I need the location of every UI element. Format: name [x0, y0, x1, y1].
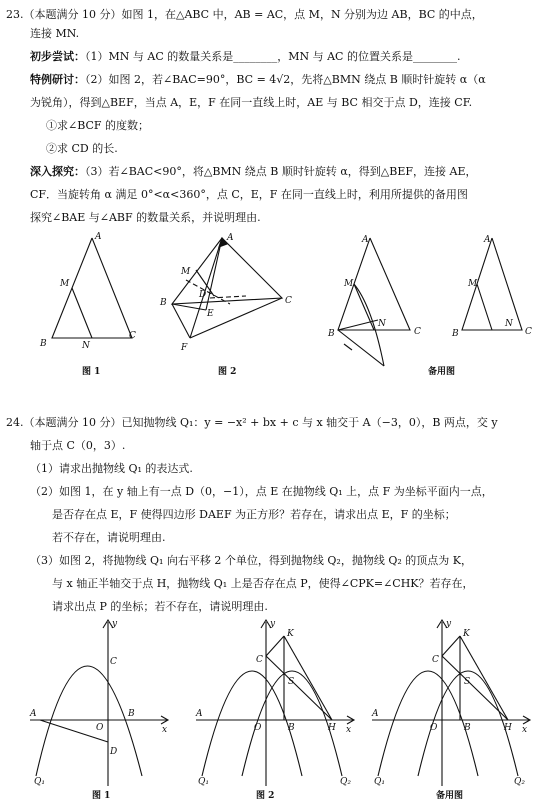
q24-g2-label-K: K: [287, 629, 294, 639]
q24-g3-label-H: H: [504, 723, 512, 733]
q23-fig4-caption: 备用图: [428, 367, 456, 377]
q24-line-8: 与 x 轴正半轴交于点 H，抛物线 Q₁ 上是否存在点 P，使得∠CPK=∠CHK？若存在，: [52, 577, 474, 590]
q23-fig1-label-N: N: [82, 341, 90, 351]
q23-fig2-label-E: E: [207, 309, 214, 319]
q24-g1-label-A: A: [30, 709, 37, 719]
q23-fig4-label-B: B: [452, 329, 459, 339]
q23-fig1-label-M: M: [60, 279, 70, 289]
q24-g1-label-x: x: [162, 725, 168, 735]
q23-fig4-label-A: A: [484, 235, 491, 245]
q24-graph1: [30, 620, 168, 786]
q24-g1-label-D: D: [110, 747, 118, 757]
q23-fig4-label-M: M: [468, 279, 478, 289]
q23-fig1-label-C: C: [129, 331, 136, 341]
q24-graph3: [372, 620, 530, 786]
q24-line-3: （1）请求出抛物线 Q₁ 的表达式.: [30, 462, 193, 475]
q24-g2-caption: 图 2: [256, 791, 275, 801]
q24-g2-label-Q2: Q₂: [340, 777, 351, 787]
q24-g2-label-C: C: [256, 655, 263, 665]
q23-fig1-caption: 图 1: [82, 367, 101, 377]
q24-line-4: （2）如图 1，在 y 轴上有一点 D（0，−1），点 E 在抛物线 Q₁ 上，点 F 为坐标平面内一点，: [30, 485, 493, 498]
q24-g2-label-S: S: [288, 677, 295, 687]
q24-g1-label-B: B: [128, 709, 135, 719]
q24-line-5: 是否存在点 E，F 使得四边形 DAEF 为正方形？若存在，请求出点 E，F 的坐标；: [52, 508, 456, 521]
q23-fig1-label-A: A: [95, 232, 102, 242]
q24-line-2: 轴于点 C（0，3）.: [30, 439, 126, 452]
q23-heading-special: 特例研讨：: [30, 73, 85, 86]
q23-fig2-drawing: [172, 238, 282, 338]
q23-line-3: [30, 50, 460, 64]
q24-g3-label-C: C: [432, 655, 439, 665]
q24-line-1: 24.（本题满分 10 分）已知抛物线 Q₁：y = −x² + bx + c 与 x 轴交于 A（−3，0），B 两点，交 y: [6, 416, 498, 429]
q23-fig2-label-A: A: [227, 233, 234, 243]
q24-g3-label-y: y: [446, 619, 452, 629]
q24-g3-label-A: A: [372, 709, 379, 719]
q23-fig3-label-A: A: [362, 235, 369, 245]
q23-line-9: CF．当旋转角 α 满足 0°<α<360°，点 C，E，F 在同一直线上时，利用所提供的备用图: [30, 188, 468, 201]
q23-fig2-label-C: C: [285, 296, 292, 306]
q23-fig2-label-F: F: [181, 343, 188, 353]
q24-g3-label-S: S: [464, 677, 471, 687]
q23-fig3-label-B: B: [328, 329, 335, 339]
q24-g3-label-O: O: [430, 723, 438, 733]
q23-fig3-label-M: M: [344, 279, 354, 289]
q24-g2-label-y: y: [270, 619, 276, 629]
q23-fig3-label-C: C: [414, 327, 421, 337]
q23-heading-deep: 深入探究：: [30, 165, 85, 178]
q24-g2-label-H: H: [328, 723, 336, 733]
q24-g2-label-O: O: [254, 723, 262, 733]
q23-line-7: ②求 CD 的长.: [46, 142, 118, 155]
q24-g3-caption: 备用图: [436, 791, 464, 801]
q23-fig2-label-M: M: [181, 267, 191, 277]
q23-fig4-label-N: N: [505, 319, 513, 329]
q23-figures: [0, 226, 542, 386]
q24-line-7: （3）如图 2，将抛物线 Q₁ 向右平移 2 个单位，得到抛物线 Q₂，抛物线 Q₂ 的顶点为 K，: [30, 554, 472, 567]
q23-fig2-label-B: B: [160, 298, 167, 308]
q23-line-2: 连接 MN.: [30, 27, 80, 40]
q24-g2-label-B: B: [288, 723, 295, 733]
q24-g1-label-C: C: [110, 657, 117, 667]
q24-g2-label-Q1: Q₁: [198, 777, 209, 787]
q23-line-5: 为锐角），得到△BEF，当点 A，E，F 在同一直线上时，AE 与 BC 相交于点 D，连接 CF.: [30, 96, 473, 109]
q23-heading-try: 初步尝试：: [30, 50, 85, 63]
q24-graphs: [0, 616, 542, 802]
q24-line-6: 若不存在，请说明理由.: [52, 531, 166, 544]
q24-g3-label-Q2: Q₂: [514, 777, 525, 787]
q23-part-2: （2）如图 2，若∠BAC=90°，BC = 4√2，先将△BMN 绕点 B 顺时针旋转 α（α: [85, 73, 486, 86]
q24-g1-caption: 图 1: [92, 791, 111, 801]
q23-fig3-drawing: [338, 238, 410, 366]
q24-g2-label-A: A: [196, 709, 203, 719]
q24-g2-label-x: x: [346, 725, 352, 735]
q24-g1-label-y: y: [112, 619, 118, 629]
q24-g1-label-O: O: [96, 723, 104, 733]
q23-line-8: [30, 165, 476, 179]
q24-g1-label-Q1: Q₁: [34, 777, 45, 787]
q24-graph2: [196, 620, 354, 786]
q24-g3-label-x: x: [522, 725, 528, 735]
q23-fig3-label-N: N: [378, 319, 386, 329]
q23-fig1-label-B: B: [40, 339, 47, 349]
q23-line-10: 探究∠BAE 与∠ABF 的数量关系，并说明理由.: [30, 211, 261, 224]
q23-line-6: ①求∠BCF 的度数；: [46, 119, 150, 132]
q24-g3-label-K: K: [463, 629, 470, 639]
q23-part-3: （3）若∠BAC<90°，将△BMN 绕点 B 顺时针旋转 α，得到△BEF，连接 AE，: [85, 165, 477, 178]
q24-g3-label-Q1: Q₁: [374, 777, 385, 787]
q23-line-1: 23.（本题满分 10 分）如图 1，在△ABC 中，AB = AC，点 M，N 分别为边 AB，BC 的中点，: [6, 8, 483, 21]
q23-fig2-label-D: D: [199, 290, 207, 300]
q23-fig2-caption: 图 2: [218, 367, 237, 377]
q23-part-1: （1）MN 与 AC 的数量关系是________，MN 与 AC 的位置关系是________.: [85, 50, 461, 63]
q24-line-9: 请求出点 P 的坐标；若不存在，请说明理由.: [52, 600, 268, 613]
q24-g3-label-B: B: [464, 723, 471, 733]
q23-fig4-label-C: C: [525, 327, 532, 337]
q23-line-4: [30, 73, 486, 87]
